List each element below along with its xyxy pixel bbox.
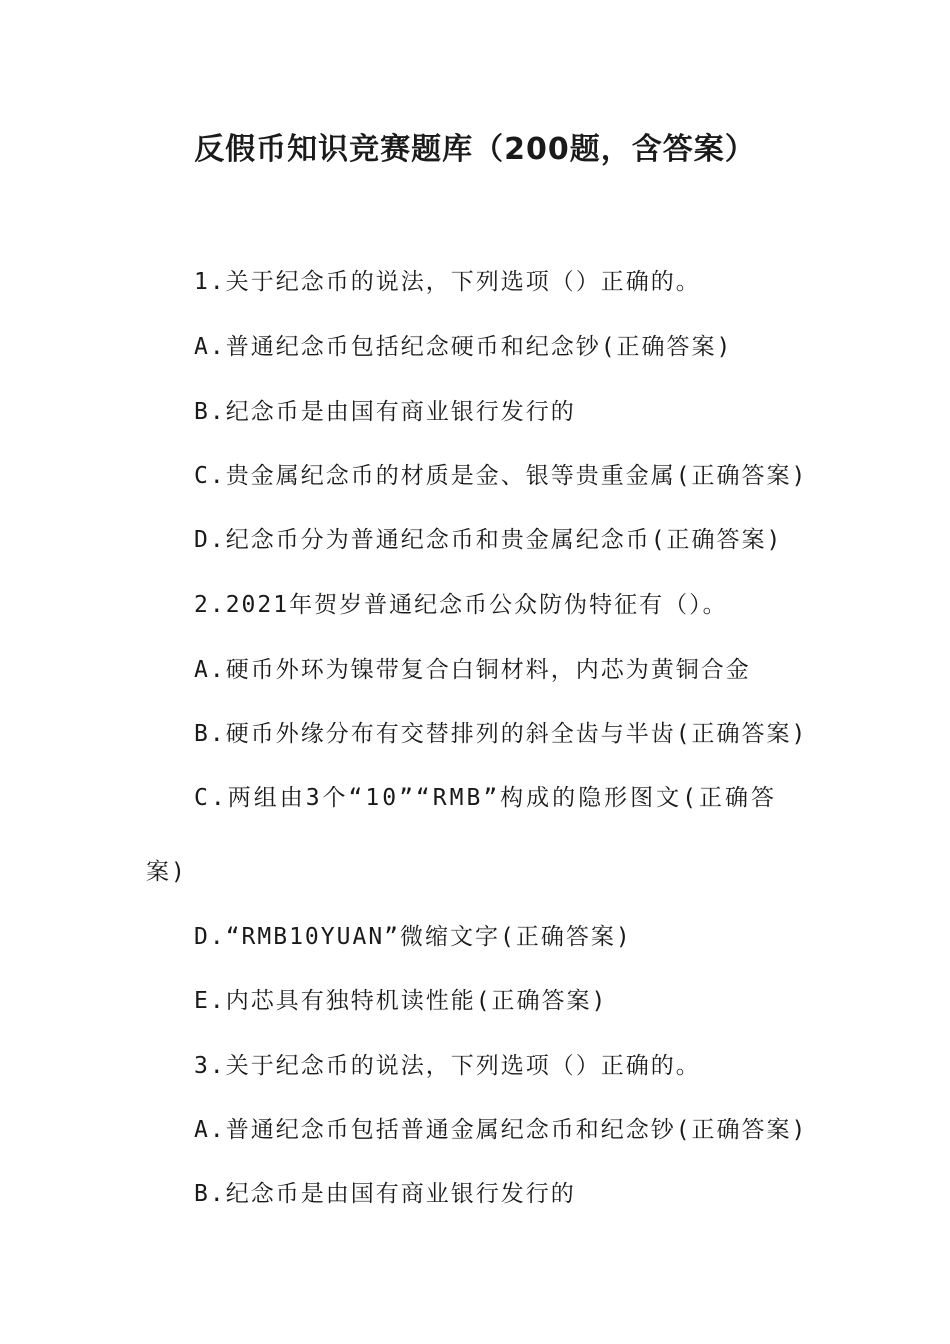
question-2-option-c-continuation: 案) xyxy=(146,859,187,885)
question-3-option-b: B.纪念币是由国有商业银行发行的 xyxy=(194,1181,576,1207)
question-2-option-a: A.硬币外环为镍带复合白铜材料，内芯为黄铜合金 xyxy=(194,657,751,683)
question-3-option-a: A.普通纪念币包括普通金属纪念币和纪念钞(正确答案) xyxy=(194,1117,808,1143)
question-2-option-d: D.“RMB10YUAN”微缩文字(正确答案) xyxy=(194,924,632,950)
question-2-option-c: C.两组由3个“10”“RMB”构成的隐形图文(正确答 xyxy=(194,785,778,811)
question-2-option-b: B.硬币外缘分布有交替排列的斜全齿与半齿(正确答案) xyxy=(194,721,808,747)
question-3-stem: 3.关于纪念币的说法，下列选项（）正确的。 xyxy=(194,1053,701,1079)
question-1-option-a: A.普通纪念币包括纪念硬币和纪念钞(正确答案) xyxy=(194,334,733,360)
question-1-option-d: D.纪念币分为普通纪念币和贵金属纪念币(正确答案) xyxy=(194,527,783,553)
question-2-stem: 2.2021年贺岁普通纪念币公众防伪特征有（）。 xyxy=(194,592,728,618)
question-1-option-b: B.纪念币是由国有商业银行发行的 xyxy=(194,399,576,425)
question-1-option-c: C.贵金属纪念币的材质是金、银等贵重金属(正确答案) xyxy=(194,463,808,489)
question-2-option-e: E.内芯具有独特机读性能(正确答案) xyxy=(194,988,608,1014)
document-title: 反假币知识竞赛题库（200题，含答案） xyxy=(194,132,756,167)
question-1-stem: 1.关于纪念币的说法，下列选项（）正确的。 xyxy=(194,269,701,295)
